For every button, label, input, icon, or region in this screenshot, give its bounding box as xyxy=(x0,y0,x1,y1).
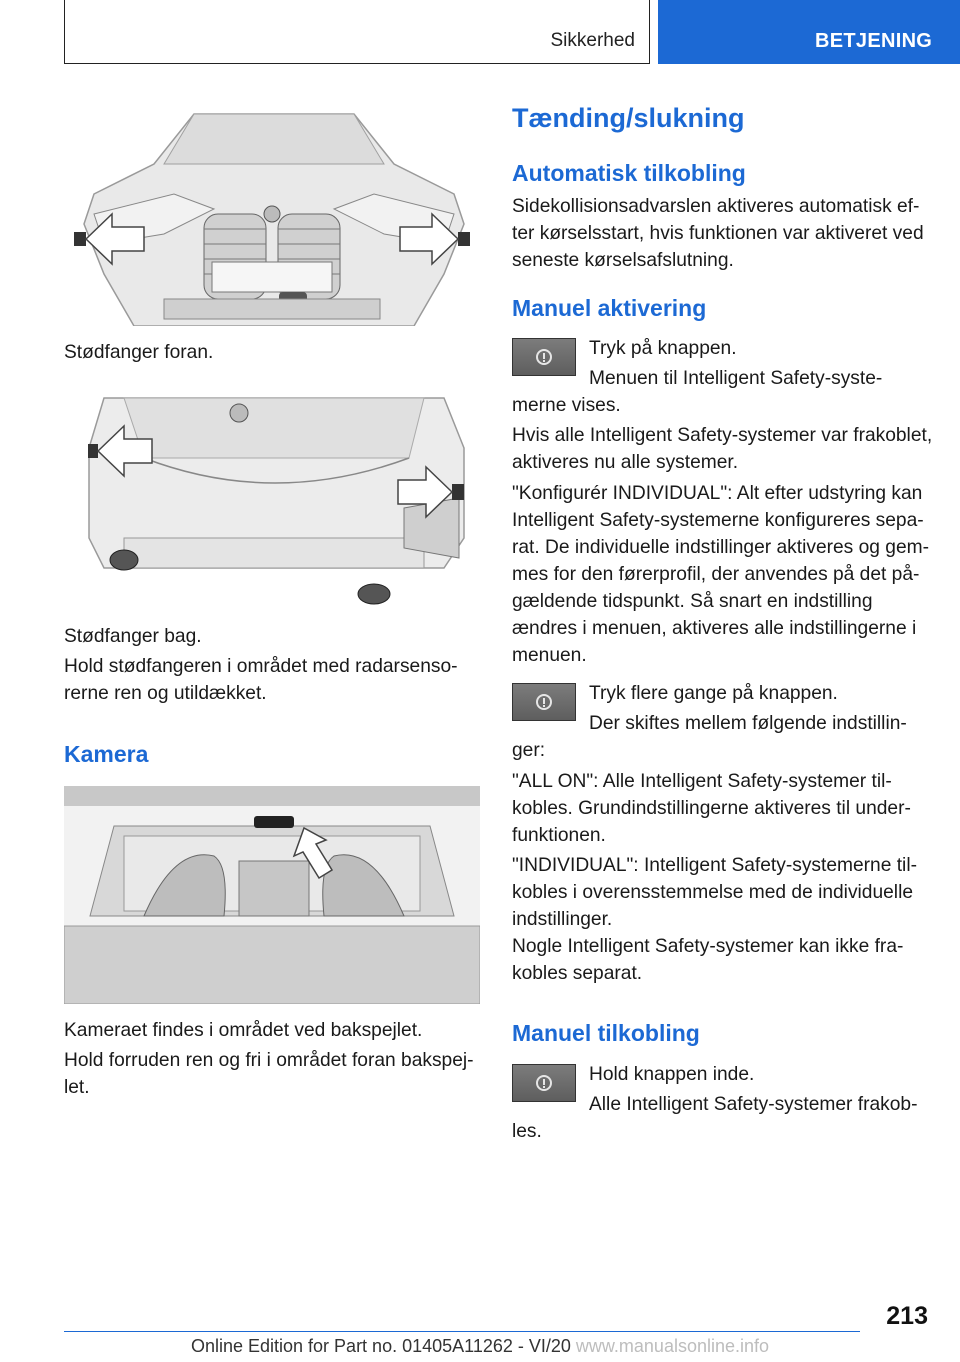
repeat-step2-line1: Der skiftes mellem følgende indstillin- xyxy=(589,713,907,734)
manual-p1-line2: aktiveres nu alle systemer. xyxy=(512,452,739,473)
manual-p2-line7: menuen. xyxy=(512,645,587,666)
auto-line2: ter kørselsstart, hvis funktionen var aktiveret ved xyxy=(512,223,924,244)
off-step2-line1: Alle Intelligent Safety-systemer frakob- xyxy=(589,1094,918,1115)
caption-rear-bumper: Stødfanger bag. xyxy=(64,626,202,647)
warning-icon xyxy=(536,694,552,710)
header-chapter-title: BETJENING xyxy=(815,30,933,52)
manual-p2-line4: mes for den førerprofil, der anvendes på det på- xyxy=(512,564,920,585)
page-number: 213 xyxy=(886,1302,928,1330)
manual-step2-line2: merne vises. xyxy=(512,395,621,416)
manual-p1-line1: Hvis alle Intelligent Safety-systemer var frakoblet, xyxy=(512,425,933,446)
footer-edition xyxy=(0,1336,960,1357)
footer-edition-text: Online Edition for Part no. 01405A11262 - VI/20 xyxy=(190,1336,571,1356)
header-section-box xyxy=(64,0,650,64)
separate-line2: kobles separat. xyxy=(512,963,643,984)
auto-line3: seneste kørselsafslutning. xyxy=(512,250,734,271)
paragraph-keep-bumper-clean-line1: Hold stødfangeren i området med radarsenso- xyxy=(64,656,458,677)
footer-watermark[interactable]: www.manualsonline.info xyxy=(575,1336,770,1356)
header-section-title: Sikkerhed xyxy=(550,30,635,51)
repeat-step1: Tryk flere gange på knappen. xyxy=(589,683,838,704)
manual-step2-line1: Menuen til Intelligent Safety-syste- xyxy=(589,368,883,389)
individual-line3: indstillinger. xyxy=(512,909,613,930)
individual-line1: "INDIVIDUAL": Intelligent Safety-systemerne til- xyxy=(512,855,917,876)
separate-line1: Nogle Intelligent Safety-systemer kan ikke fra- xyxy=(512,936,904,957)
off-step2-line2: les. xyxy=(512,1121,542,1142)
footer-divider xyxy=(64,1331,860,1332)
figure-rear-bumper xyxy=(64,388,480,610)
header-chapter-tab xyxy=(658,0,960,64)
figure-camera xyxy=(64,786,480,1004)
off-step1: Hold knappen inde. xyxy=(589,1064,755,1085)
warning-icon xyxy=(536,349,552,365)
heading-switching-on-off: Tænding/slukning xyxy=(512,103,745,133)
manual-p2-line1: "Konfigurér INDIVIDUAL": Alt efter udstyring kan xyxy=(512,483,923,504)
figure-front-bumper xyxy=(64,104,480,326)
warning-icon xyxy=(536,1075,552,1091)
paragraph-keep-bumper-clean-line2: rerne ren og utildækket. xyxy=(64,683,267,704)
manual-step1: Tryk på knappen. xyxy=(589,338,737,359)
caption-front-bumper: Stødfanger foran. xyxy=(64,342,214,363)
auto-line1: Sidekollisionsadvarslen aktiveres automatisk ef- xyxy=(512,196,920,217)
safety-button-icon-3 xyxy=(512,1064,576,1102)
paragraph-keep-windscreen-clean-line1: Hold forruden ren og fri i området foran bakspej- xyxy=(64,1050,474,1071)
manual-p2-line3: rat. De individuelle indstillinger aktiveres og gem- xyxy=(512,537,929,558)
manual-p2-line6: ændres i menuen, aktiveres alle indstillingerne i xyxy=(512,618,917,639)
paragraph-camera-location: Kameraet findes i området ved bakspejlet. xyxy=(64,1020,423,1041)
safety-button-icon-1 xyxy=(512,338,576,376)
heading-kamera: Kamera xyxy=(64,741,149,767)
all-on-line2: kobles. Grundindstillingerne aktiveres til under- xyxy=(512,798,911,819)
paragraph-keep-windscreen-clean-line2: let. xyxy=(64,1077,90,1098)
heading-manual-activation: Manuel aktivering xyxy=(512,295,707,321)
all-on-line3: funktionen. xyxy=(512,825,606,846)
heading-automatic-activation: Automatisk tilkobling xyxy=(512,160,746,186)
repeat-step2-line2: ger: xyxy=(512,740,546,761)
heading-manual-deactivation: Manuel tilkobling xyxy=(512,1020,700,1046)
manual-p2-line5: gældende tidspunkt. Så snart en indstilling xyxy=(512,591,873,612)
all-on-line1: "ALL ON": Alle Intelligent Safety-systemer til- xyxy=(512,771,892,792)
manual-p2-line2: Intelligent Safety-systemerne konfigureres sepa- xyxy=(512,510,924,531)
individual-line2: kobles i overensstemmelse med de individuelle xyxy=(512,882,914,903)
safety-button-icon-2 xyxy=(512,683,576,721)
